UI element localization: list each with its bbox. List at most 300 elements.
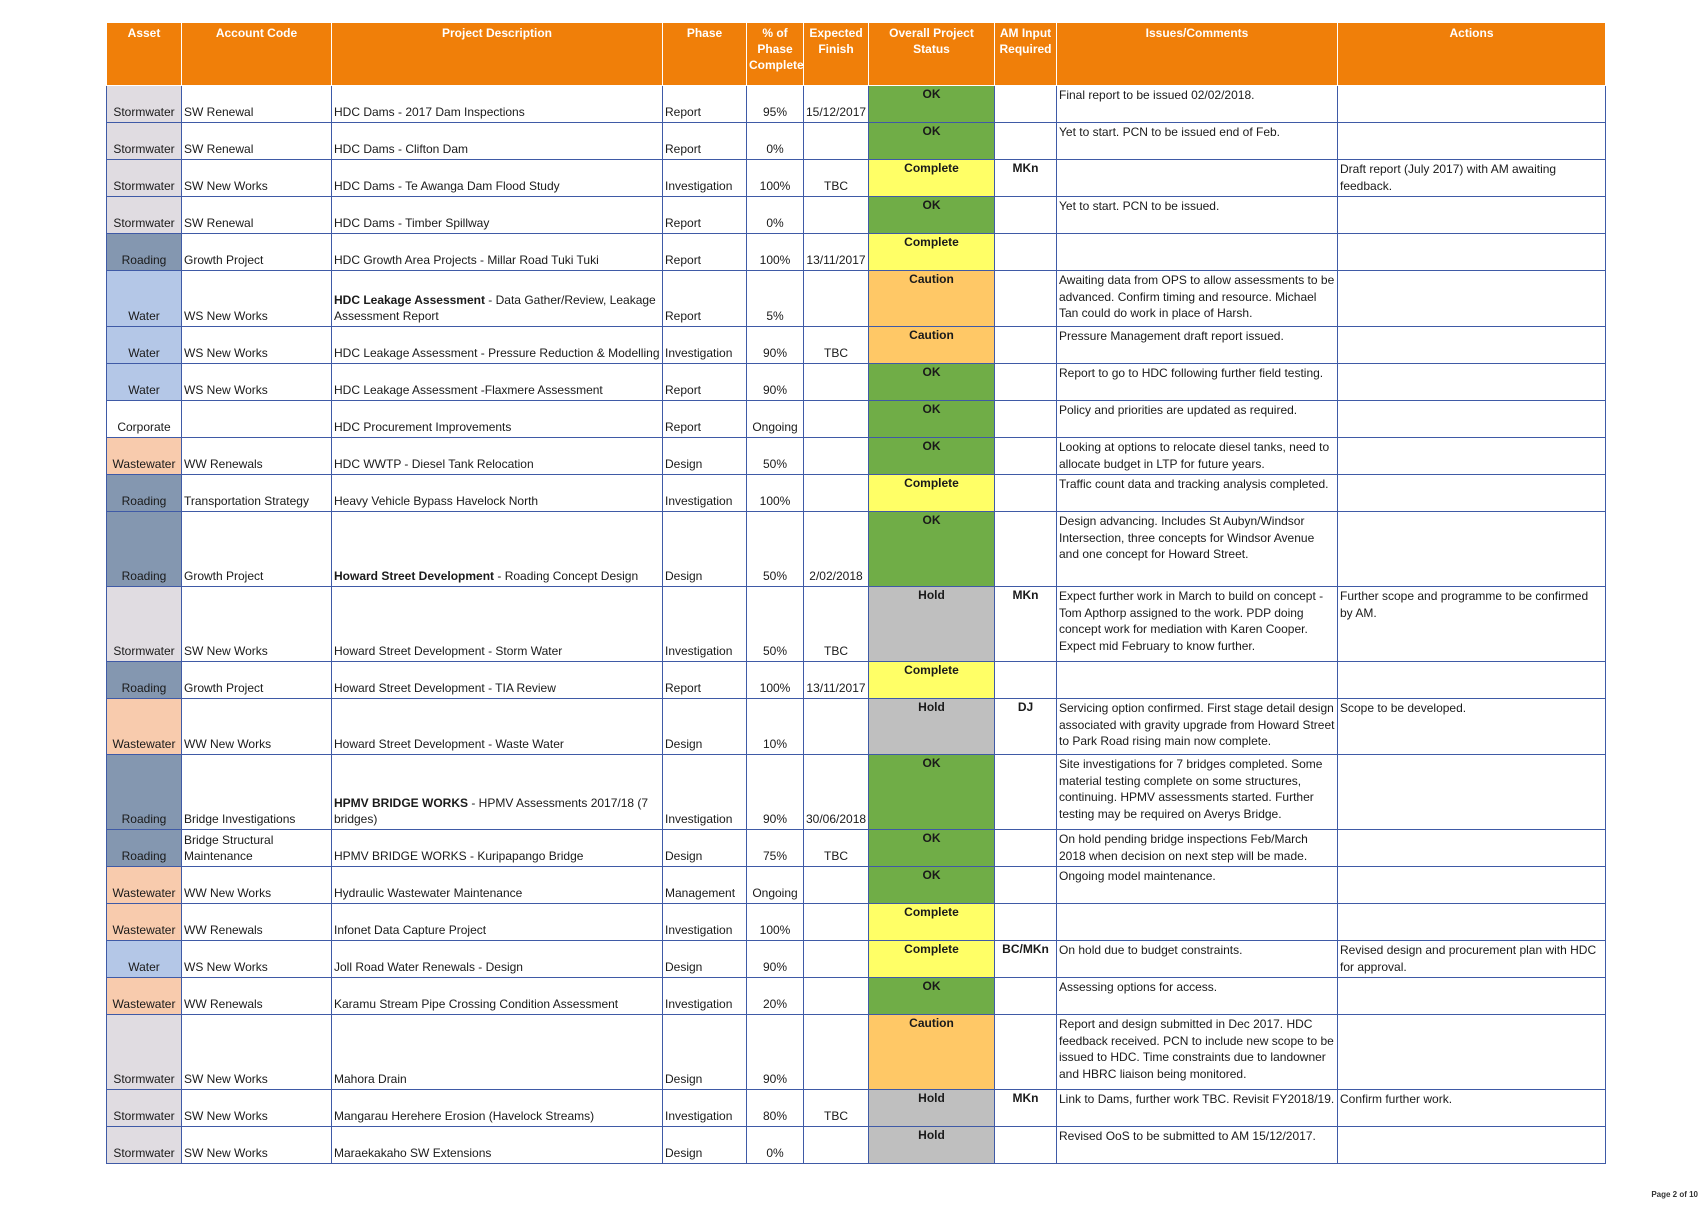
issues-cell: Servicing option confirmed. First stage detail design associated with gravity upgrade from Howard Street to Park Road rising main now complete. — [1057, 699, 1338, 755]
table-row — [107, 160, 1606, 197]
header-phase: Phase — [663, 23, 747, 86]
actions-cell — [1338, 978, 1606, 1015]
expected-finish-cell — [804, 475, 869, 512]
phase-cell: Design — [663, 830, 747, 867]
project-description-cell — [332, 1015, 663, 1090]
project-description-text: HDC Dams - Clifton Dam — [334, 142, 469, 157]
pct-complete-cell: 50% — [747, 587, 804, 662]
account-code-cell: WW Renewals — [182, 438, 332, 475]
asset-cell: Roading — [107, 755, 182, 830]
table-row — [107, 587, 1606, 662]
asset-cell: Stormwater — [107, 1090, 182, 1127]
pct-complete-cell: 0% — [747, 1127, 804, 1164]
pct-complete-cell: 95% — [747, 86, 804, 123]
project-description-cell — [332, 755, 663, 830]
phase-cell: Management — [663, 867, 747, 904]
header-expected-finish: Expected Finish — [804, 23, 869, 86]
status-cell: Hold — [869, 699, 995, 755]
phase-cell: Investigation — [663, 587, 747, 662]
expected-finish-cell — [804, 867, 869, 904]
phase-cell: Investigation — [663, 475, 747, 512]
status-cell: Complete — [869, 234, 995, 271]
am-input-cell: MKn — [995, 587, 1057, 662]
phase-cell: Design — [663, 1015, 747, 1090]
am-input-cell — [995, 234, 1057, 271]
expected-finish-cell: 13/11/2017 — [804, 234, 869, 271]
expected-finish-cell: TBC — [804, 1090, 869, 1127]
account-code-cell: Growth Project — [182, 234, 332, 271]
issues-cell: On hold due to budget constraints. — [1057, 941, 1338, 978]
actions-cell — [1338, 475, 1606, 512]
account-code-cell: WW New Works — [182, 867, 332, 904]
expected-finish-cell: 2/02/2018 — [804, 512, 869, 587]
pct-complete-cell: Ongoing — [747, 867, 804, 904]
issues-cell: Report to go to HDC following further field testing. — [1057, 364, 1338, 401]
asset-cell: Stormwater — [107, 123, 182, 160]
pct-complete-cell: 5% — [747, 271, 804, 327]
project-description-text: - HPMV Assessments 2017/18 (7 bridges) — [334, 795, 649, 827]
table-row — [107, 978, 1606, 1015]
am-input-cell: DJ — [995, 699, 1057, 755]
issues-cell: Policy and priorities are updated as required. — [1057, 401, 1338, 438]
status-cell: OK — [869, 364, 995, 401]
account-code-cell: Growth Project — [182, 512, 332, 587]
header-overall-status: Overall Project Status — [869, 23, 995, 86]
account-code-cell: WS New Works — [182, 364, 332, 401]
project-status-table — [106, 22, 1606, 1164]
account-code-cell: Growth Project — [182, 662, 332, 699]
account-code-cell: WS New Works — [182, 941, 332, 978]
am-input-cell — [995, 830, 1057, 867]
am-input-cell: BC/MKn — [995, 941, 1057, 978]
header-actions: Actions — [1338, 23, 1606, 86]
am-input-cell: MKn — [995, 1090, 1057, 1127]
asset-cell: Water — [107, 327, 182, 364]
phase-cell: Investigation — [663, 160, 747, 197]
am-input-cell — [995, 327, 1057, 364]
project-description-cell — [332, 1090, 663, 1127]
issues-cell — [1057, 662, 1338, 699]
pct-complete-cell: 75% — [747, 830, 804, 867]
actions-cell: Scope to be developed. — [1338, 699, 1606, 755]
expected-finish-cell: TBC — [804, 587, 869, 662]
actions-cell — [1338, 438, 1606, 475]
am-input-cell — [995, 86, 1057, 123]
actions-cell — [1338, 662, 1606, 699]
status-cell: OK — [869, 197, 995, 234]
phase-cell: Design — [663, 699, 747, 755]
status-cell: OK — [869, 512, 995, 587]
asset-cell: Wastewater — [107, 699, 182, 755]
project-description-text: HDC Dams - Te Awanga Dam Flood Study — [334, 179, 560, 194]
phase-cell: Investigation — [663, 978, 747, 1015]
project-description-cell — [332, 438, 663, 475]
actions-cell — [1338, 755, 1606, 830]
pct-complete-cell: 90% — [747, 1015, 804, 1090]
pct-complete-cell: 90% — [747, 364, 804, 401]
am-input-cell: MKn — [995, 160, 1057, 197]
issues-cell: Report and design submitted in Dec 2017. HDC feedback received. PCN to include new scope to be issued to HDC. Time constraints due to landowner and HBRC liaison being monitored. — [1057, 1015, 1338, 1090]
project-description-cell — [332, 86, 663, 123]
phase-cell: Report — [663, 234, 747, 271]
actions-cell — [1338, 512, 1606, 587]
project-description-text: Howard Street Development - Waste Water — [334, 737, 564, 752]
status-cell: Caution — [869, 327, 995, 364]
pct-complete-cell: 90% — [747, 327, 804, 364]
issues-cell: Yet to start. PCN to be issued. — [1057, 197, 1338, 234]
am-input-cell — [995, 662, 1057, 699]
asset-cell: Stormwater — [107, 86, 182, 123]
project-description-text: HPMV BRIDGE WORKS - Kuripapango Bridge — [334, 849, 584, 864]
actions-cell — [1338, 234, 1606, 271]
asset-cell: Water — [107, 941, 182, 978]
issues-cell — [1057, 160, 1338, 197]
project-description-bold: HPMV BRIDGE WORKS — [334, 795, 469, 810]
status-cell: OK — [869, 830, 995, 867]
actions-cell: Draft report (July 2017) with AM awaiting feedback. — [1338, 160, 1606, 197]
actions-cell — [1338, 364, 1606, 401]
header-project-description: Project Description — [332, 23, 663, 86]
asset-cell: Wastewater — [107, 438, 182, 475]
issues-cell: Link to Dams, further work TBC. Revisit FY2018/19. — [1057, 1090, 1338, 1127]
status-cell: Complete — [869, 662, 995, 699]
pct-complete-cell: 100% — [747, 234, 804, 271]
phase-cell: Report — [663, 197, 747, 234]
issues-cell: Ongoing model maintenance. — [1057, 867, 1338, 904]
account-code-cell — [182, 401, 332, 438]
project-description-cell — [332, 475, 663, 512]
am-input-cell — [995, 364, 1057, 401]
project-description-text: Mangarau Herehere Erosion (Havelock Streams) — [334, 1109, 595, 1124]
phase-cell: Investigation — [663, 904, 747, 941]
status-cell: Complete — [869, 904, 995, 941]
project-description-cell — [332, 123, 663, 160]
project-description-cell — [332, 830, 663, 867]
actions-cell — [1338, 1015, 1606, 1090]
issues-cell: Pressure Management draft report issued. — [1057, 327, 1338, 364]
table-row — [107, 904, 1606, 941]
pct-complete-cell: 90% — [747, 755, 804, 830]
project-description-text: Hydraulic Wastewater Maintenance — [334, 886, 523, 901]
status-cell: Hold — [869, 587, 995, 662]
project-description-text: HDC Procurement Improvements — [334, 420, 512, 435]
phase-cell: Report — [663, 364, 747, 401]
status-cell: OK — [869, 123, 995, 160]
table-row — [107, 327, 1606, 364]
actions-cell — [1338, 123, 1606, 160]
phase-cell: Report — [663, 123, 747, 160]
project-description-cell — [332, 327, 663, 364]
expected-finish-cell: 13/11/2017 — [804, 662, 869, 699]
expected-finish-cell: TBC — [804, 830, 869, 867]
phase-cell: Design — [663, 1127, 747, 1164]
project-description-bold: Howard Street Development — [334, 569, 495, 584]
header-am-input: AM Input Required — [995, 23, 1057, 86]
issues-cell — [1057, 904, 1338, 941]
asset-cell: Wastewater — [107, 904, 182, 941]
actions-cell — [1338, 830, 1606, 867]
pct-complete-cell: 50% — [747, 512, 804, 587]
expected-finish-cell — [804, 197, 869, 234]
asset-cell: Stormwater — [107, 587, 182, 662]
am-input-cell — [995, 978, 1057, 1015]
table-row — [107, 1090, 1606, 1127]
table-row — [107, 438, 1606, 475]
pct-complete-cell: 50% — [747, 438, 804, 475]
project-description-text: - Data Gather/Review, Leakage Assessment Report — [334, 292, 656, 324]
asset-cell: Roading — [107, 662, 182, 699]
asset-cell: Roading — [107, 234, 182, 271]
project-description-bold: HDC Leakage Assessment — [334, 292, 485, 307]
phase-cell: Design — [663, 438, 747, 475]
expected-finish-cell: TBC — [804, 327, 869, 364]
issues-cell: Revised OoS to be submitted to AM 15/12/2017. — [1057, 1127, 1338, 1164]
issues-cell: Awaiting data from OPS to allow assessments to be advanced. Confirm timing and resource. Michael Tan could do work in place of Harsh. — [1057, 271, 1338, 327]
expected-finish-cell: 30/06/2018 — [804, 755, 869, 830]
account-code-cell: WS New Works — [182, 271, 332, 327]
account-code-cell: SW New Works — [182, 587, 332, 662]
expected-finish-cell — [804, 401, 869, 438]
header-issues: Issues/Comments — [1057, 23, 1338, 86]
phase-cell: Investigation — [663, 327, 747, 364]
issues-cell: Traffic count data and tracking analysis completed. — [1057, 475, 1338, 512]
table-row — [107, 1127, 1606, 1164]
table-row — [107, 271, 1606, 327]
actions-cell — [1338, 271, 1606, 327]
am-input-cell — [995, 438, 1057, 475]
asset-cell: Stormwater — [107, 1127, 182, 1164]
table-row — [107, 512, 1606, 587]
project-description-cell — [332, 587, 663, 662]
actions-cell — [1338, 867, 1606, 904]
project-description-cell — [332, 1127, 663, 1164]
pct-complete-cell: 100% — [747, 160, 804, 197]
project-description-text: Maraekakaho SW Extensions — [334, 1146, 492, 1161]
table-row — [107, 234, 1606, 271]
project-description-cell — [332, 941, 663, 978]
issues-cell: Yet to start. PCN to be issued end of Feb. — [1057, 123, 1338, 160]
status-cell: Complete — [869, 160, 995, 197]
status-cell: OK — [869, 867, 995, 904]
phase-cell: Design — [663, 941, 747, 978]
header-asset: Asset — [107, 23, 182, 86]
table-row — [107, 401, 1606, 438]
project-description-text: Joll Road Water Renewals - Design — [334, 960, 523, 975]
table-row — [107, 123, 1606, 160]
actions-cell — [1338, 327, 1606, 364]
phase-cell: Report — [663, 662, 747, 699]
expected-finish-cell: 15/12/2017 — [804, 86, 869, 123]
status-cell: OK — [869, 401, 995, 438]
expected-finish-cell — [804, 123, 869, 160]
pct-complete-cell: 0% — [747, 197, 804, 234]
actions-cell: Revised design and procurement plan with HDC for approval. — [1338, 941, 1606, 978]
am-input-cell — [995, 1015, 1057, 1090]
project-description-text: HDC Growth Area Projects - Millar Road Tuki Tuki — [334, 253, 599, 268]
table-row — [107, 830, 1606, 867]
actions-cell — [1338, 86, 1606, 123]
actions-cell — [1338, 904, 1606, 941]
issues-cell: Site investigations for 7 bridges completed. Some material testing complete on some structures, continuing. HPMV assessments started. Further testing may be required on Averys Bridge. — [1057, 755, 1338, 830]
phase-cell: Report — [663, 271, 747, 327]
asset-cell: Corporate — [107, 401, 182, 438]
table-row — [107, 86, 1606, 123]
expected-finish-cell — [804, 438, 869, 475]
actions-cell — [1338, 401, 1606, 438]
project-description-cell — [332, 512, 663, 587]
account-code-cell: SW Renewal — [182, 123, 332, 160]
status-cell: Complete — [869, 941, 995, 978]
project-description-text: Howard Street Development - Storm Water — [334, 644, 563, 659]
phase-cell: Investigation — [663, 755, 747, 830]
status-cell: Hold — [869, 1090, 995, 1127]
am-input-cell — [995, 512, 1057, 587]
status-cell: Hold — [869, 1127, 995, 1164]
table-row — [107, 197, 1606, 234]
project-description-cell — [332, 197, 663, 234]
issues-cell: Looking at options to relocate diesel tanks, need to allocate budget in LTP for future years. — [1057, 438, 1338, 475]
expected-finish-cell: TBC — [804, 160, 869, 197]
table-row — [107, 662, 1606, 699]
account-code-cell: WW New Works — [182, 699, 332, 755]
actions-cell: Further scope and programme to be confirmed by AM. — [1338, 587, 1606, 662]
header-row — [107, 23, 1606, 86]
account-code-cell: SW New Works — [182, 160, 332, 197]
status-cell: Caution — [869, 1015, 995, 1090]
pct-complete-cell: Ongoing — [747, 401, 804, 438]
phase-cell: Design — [663, 512, 747, 587]
status-cell: OK — [869, 978, 995, 1015]
actions-cell — [1338, 1127, 1606, 1164]
table-row — [107, 699, 1606, 755]
asset-cell: Water — [107, 271, 182, 327]
asset-cell: Wastewater — [107, 978, 182, 1015]
project-description-text: - Roading Concept Design — [494, 569, 639, 584]
account-code-cell: SW New Works — [182, 1015, 332, 1090]
am-input-cell — [995, 123, 1057, 160]
project-description-text: HDC Leakage Assessment -Flaxmere Assessment — [334, 383, 603, 398]
asset-cell: Stormwater — [107, 1015, 182, 1090]
issues-cell: On hold pending bridge inspections Feb/March 2018 when decision on next step will be made. — [1057, 830, 1338, 867]
status-cell: Complete — [869, 475, 995, 512]
project-description-cell — [332, 364, 663, 401]
account-code-cell: SW Renewal — [182, 86, 332, 123]
account-code-cell: WW Renewals — [182, 904, 332, 941]
project-description-cell — [332, 904, 663, 941]
account-code-cell: SW Renewal — [182, 197, 332, 234]
expected-finish-cell — [804, 904, 869, 941]
header-pct-complete: % of Phase Complete — [747, 23, 804, 86]
pct-complete-cell: 10% — [747, 699, 804, 755]
pct-complete-cell: 0% — [747, 123, 804, 160]
status-cell: OK — [869, 86, 995, 123]
project-description-text: HDC WWTP - Diesel Tank Relocation — [334, 457, 534, 472]
project-description-cell — [332, 160, 663, 197]
project-description-text: HDC Leakage Assessment - Pressure Reduction & Modelling — [334, 346, 660, 361]
account-code-cell: SW New Works — [182, 1090, 332, 1127]
header-account-code: Account Code — [182, 23, 332, 86]
table-row — [107, 1015, 1606, 1090]
status-cell: OK — [869, 438, 995, 475]
project-description-cell — [332, 662, 663, 699]
am-input-cell — [995, 475, 1057, 512]
expected-finish-cell — [804, 1015, 869, 1090]
account-code-cell: WW Renewals — [182, 978, 332, 1015]
asset-cell: Stormwater — [107, 197, 182, 234]
project-description-cell — [332, 234, 663, 271]
project-description-text: HDC Dams - Timber Spillway — [334, 216, 490, 231]
project-description-cell — [332, 699, 663, 755]
project-description-cell — [332, 978, 663, 1015]
issues-cell — [1057, 234, 1338, 271]
project-description-cell — [332, 271, 663, 327]
project-description-text: Infonet Data Capture Project — [334, 923, 487, 938]
table-row — [107, 941, 1606, 978]
expected-finish-cell — [804, 699, 869, 755]
expected-finish-cell — [804, 941, 869, 978]
issues-cell: Expect further work in March to build on concept - Tom Apthorp assigned to the work. PDP doing concept work for mediation with Karen Cooper. Expect mid February to know further. — [1057, 587, 1338, 662]
actions-cell — [1338, 197, 1606, 234]
asset-cell: Wastewater — [107, 867, 182, 904]
asset-cell: Stormwater — [107, 160, 182, 197]
expected-finish-cell — [804, 364, 869, 401]
project-description-text: Heavy Vehicle Bypass Havelock North — [334, 494, 539, 509]
status-cell: OK — [869, 755, 995, 830]
am-input-cell — [995, 197, 1057, 234]
am-input-cell — [995, 271, 1057, 327]
account-code-cell: WS New Works — [182, 327, 332, 364]
am-input-cell — [995, 904, 1057, 941]
am-input-cell — [995, 755, 1057, 830]
phase-cell: Investigation — [663, 1090, 747, 1127]
pct-complete-cell: 90% — [747, 941, 804, 978]
account-code-cell: SW New Works — [182, 1127, 332, 1164]
account-code-cell: Bridge Investigations — [182, 755, 332, 830]
project-description-text: Karamu Stream Pipe Crossing Condition Assessment — [334, 997, 619, 1012]
pct-complete-cell: 100% — [747, 662, 804, 699]
account-code-cell: Transportation Strategy — [182, 475, 332, 512]
am-input-cell — [995, 401, 1057, 438]
asset-cell: Water — [107, 364, 182, 401]
pct-complete-cell: 100% — [747, 475, 804, 512]
project-description-text: Mahora Drain — [334, 1072, 407, 1087]
phase-cell: Report — [663, 401, 747, 438]
table-row — [107, 867, 1606, 904]
asset-cell: Roading — [107, 830, 182, 867]
pct-complete-cell: 80% — [747, 1090, 804, 1127]
issues-cell: Final report to be issued 02/02/2018. — [1057, 86, 1338, 123]
am-input-cell — [995, 867, 1057, 904]
status-cell: Caution — [869, 271, 995, 327]
project-description-cell — [332, 401, 663, 438]
asset-cell: Roading — [107, 475, 182, 512]
expected-finish-cell — [804, 271, 869, 327]
issues-cell: Design advancing. Includes St Aubyn/Windsor Intersection, three concepts for Windsor Avenue and one concept for Howard Street. — [1057, 512, 1338, 587]
project-description-text: HDC Dams - 2017 Dam Inspections — [334, 105, 525, 120]
expected-finish-cell — [804, 978, 869, 1015]
account-code-cell: Bridge Structural Maintenance — [182, 830, 332, 867]
table-row — [107, 755, 1606, 830]
project-description-text: Howard Street Development - TIA Review — [334, 681, 556, 696]
actions-cell: Confirm further work. — [1338, 1090, 1606, 1127]
asset-cell: Roading — [107, 512, 182, 587]
table-row — [107, 475, 1606, 512]
pct-complete-cell: 20% — [747, 978, 804, 1015]
pct-complete-cell: 100% — [747, 904, 804, 941]
am-input-cell — [995, 1127, 1057, 1164]
issues-cell: Assessing options for access. — [1057, 978, 1338, 1015]
expected-finish-cell — [804, 1127, 869, 1164]
